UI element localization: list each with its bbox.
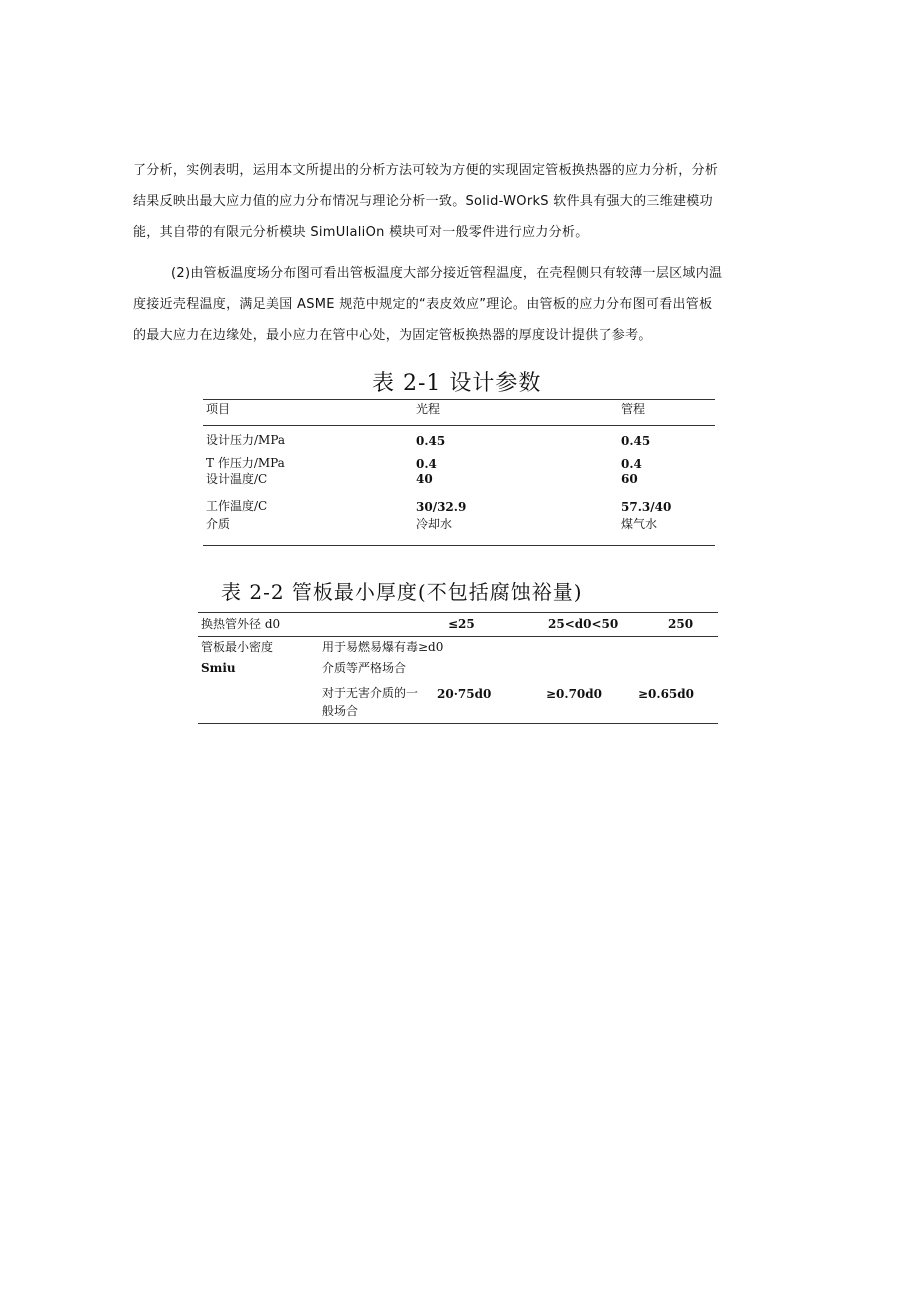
table-1-row-shell: 0.4 [416, 457, 437, 471]
table-2-header-c1: ≤25 [448, 617, 475, 631]
table-2-sub2-text: 对于无害介质的一 [322, 686, 419, 700]
table-2-sub2-c3: ≥0.65d0 [638, 687, 695, 701]
table-1-row-shell: 40 [416, 472, 433, 486]
table-1-header-shell: 光程 [416, 402, 441, 416]
table-1-caption: 表 2-1 设计参数 [372, 371, 542, 396]
table-1-row-label: 设计温度/C [206, 472, 268, 486]
table-1-header-tube: 管程 [621, 402, 646, 416]
table-2-sub2-text: 般场合 [322, 704, 359, 718]
table-1-row-tube: 0.45 [621, 434, 651, 448]
paragraph-1-line: 能，其自带的有限元分析模块 SimUlaliOn 模块可对一般零件进行应力分析。 [133, 225, 589, 240]
paragraph-1-line: 结果反映出最大应力值的应力分布情况与理论分析一致。Solid-WOrkS 软件具有强大的三维建模功 [133, 194, 713, 209]
table-2-row-label: 管板最小密度 [201, 640, 274, 654]
table-1-header-rule [203, 425, 715, 426]
table-2-header-label: 换热管外径 d0 [201, 617, 281, 631]
table-2-bottom-rule [198, 723, 718, 724]
table-1-row-label: 介质 [206, 517, 231, 531]
table-2-header-rule [198, 636, 718, 637]
paragraph-2-line: 的最大应力在边缘处，最小应力在管中心处，为固定管板换热器的厚度设计提供了参考。 [133, 328, 652, 343]
paragraph-1 [133, 155, 793, 248]
table-2-header-c3: 250 [668, 617, 694, 631]
table-2-sub1-text: 介质等严格场合 [322, 661, 407, 675]
table-2-header-c2: 25<d0<50 [548, 617, 619, 631]
table-1-top-rule [203, 399, 715, 400]
table-1-row-tube: 60 [621, 472, 638, 486]
table-1-row-label: T 作压力/MPa [206, 456, 285, 470]
table-1-header-item: 项目 [206, 402, 231, 416]
paragraph-1-line: 了分析，实例表明，运用本文所提出的分析方法可较为方便的实现固定管板换热器的应力分析，分析 [133, 163, 719, 178]
paragraph-2-line: (2)由管板温度场分布图可看出管板温度大部分接近管程温度，在壳程侧只有较薄一层区域内温 [171, 266, 723, 281]
table-1-row-tube: 煤气水 [621, 517, 658, 531]
table-1-row-tube: 57.3/40 [621, 500, 672, 514]
table-1-row-shell: 30/32.9 [416, 500, 467, 514]
table-1-row-label: 设计压力/MPa [206, 433, 286, 447]
table-2-sub2-c2: ≥0.70d0 [546, 687, 603, 701]
table-1-row-shell: 冷却水 [416, 517, 453, 531]
table-1-bottom-rule [203, 545, 715, 546]
table-1-row-tube: 0.4 [621, 457, 642, 471]
table-2-top-rule [198, 612, 718, 613]
paragraph-2 [133, 258, 793, 351]
table-2-sub2-c1: 20·75d0 [437, 687, 492, 701]
table-2-row-symbol: Smiu [201, 661, 236, 675]
paragraph-2-line: 度接近壳程温度，满足美国 ASME 规范中规定的“表皮效应”理论。由管板的应力分布图可看出管板 [133, 297, 713, 312]
table-2-caption: 表 2-2 管板最小厚度(不包括腐蚀裕量) [221, 580, 583, 604]
table-2-sub1-text: 用于易燃易爆有毒≥d0 [322, 640, 444, 654]
table-1-row-shell: 0.45 [416, 434, 446, 448]
table-1-row-label: 工作温度/C [206, 499, 268, 513]
